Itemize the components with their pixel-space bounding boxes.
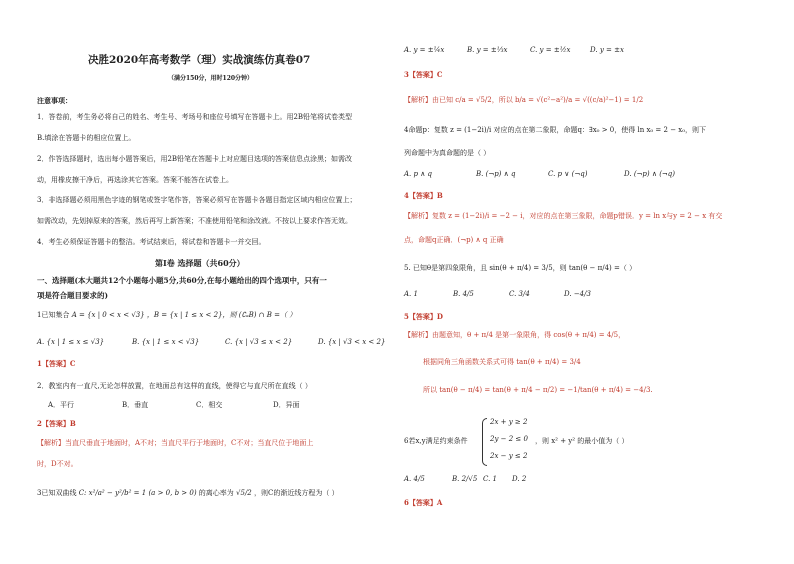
part-title: 第Ⅰ卷 选择题（共60分） xyxy=(155,258,245,268)
q2-option-b[interactable]: B．垂直 xyxy=(122,401,149,409)
q6-stem-cont: ，则 x² + y² 的最小值为（ ） xyxy=(535,437,629,445)
q6-constraint: 2x − y ≤ 2 xyxy=(490,452,528,460)
q5-option-a[interactable]: A. 1 xyxy=(404,290,418,298)
notice-line: 1．答卷前，考生务必将自己的姓名、考生号、考场号和座位号填写在答题卡上。用2B铅笔将试卷类型 xyxy=(37,113,353,121)
q1-option-a[interactable]: A. {x | 1 ≤ x ≤ √3} xyxy=(37,338,105,346)
q4-option-a[interactable]: A. p ∧ q xyxy=(404,170,433,178)
q2-analysis-cont: 时，D不对。 xyxy=(37,460,78,468)
q3-analysis: 【解析】由已知 c/a = √5/2，所以 b/a = √(c²−a²)/a = √((c/a)²−1) = 1/2 xyxy=(404,96,644,104)
notice-line: 如需改动，先划掉原来的答案，然后再写上新答案；不准使用铅笔和涂改液。不按以上要求作答无效。 xyxy=(37,217,352,225)
notice-line: 4．考生必须保证答题卡的整洁。考试结束后，将试卷和答题卡一并交回。 xyxy=(37,238,266,246)
q3-stem-text: 3已知双曲线 xyxy=(37,489,77,497)
q4-answer: 4【答案】B xyxy=(404,191,443,200)
q2-option-a[interactable]: A．平行 xyxy=(48,401,75,409)
q5-option-b[interactable]: B. 4/5 xyxy=(453,290,474,298)
q1-stem xyxy=(37,312,296,319)
q6-option-c[interactable]: C. 1 xyxy=(483,475,498,483)
notice-heading: 注意事项： xyxy=(37,96,72,105)
notice-line: B.填涂在答题卡的相应位置上。 xyxy=(37,134,136,142)
q2-analysis: 【解析】当直尺垂直于地面时，A不对；当直尺平行于地面时，C不对；当直尺位于地面上 xyxy=(37,439,314,447)
q5-option-d[interactable]: D. −4/3 xyxy=(564,290,591,298)
notice-line: 3．非选择题必须用黑色字迹的钢笔或签字笔作答，答案必须写在答题卡各题目指定区域内相应位置上； xyxy=(37,196,357,204)
q4-option-c[interactable]: C. p ∨ (¬q) xyxy=(548,170,588,178)
q6-system-brace xyxy=(482,418,487,466)
q3-stem-text-2: 的离心率为 xyxy=(198,489,234,497)
q6-option-a[interactable]: A. 4/5 xyxy=(404,475,425,483)
q4-analysis-cont: 点，命题q正确．(¬p) ∧ q 正确 xyxy=(404,236,504,244)
q6-option-b[interactable]: B. 2/√5 xyxy=(452,475,478,483)
notice-line: 动，用橡皮擦干净后，再选涂其它答案。答案不能答在试卷上。 xyxy=(37,176,233,184)
page-subtitle: （满分150分，用时120分钟） xyxy=(168,75,254,82)
q6-answer: 6【答案】A xyxy=(404,498,443,507)
q1-answer: 1【答案】C xyxy=(37,359,76,368)
notice-line: 2．作答选择题时，选出每小题答案后，用2B铅笔在答题卡上对应题目选项的答案信息点涂黑；如需改 xyxy=(37,155,353,163)
q1-option-b[interactable]: B. {x | 1 ≤ x < √3} xyxy=(132,338,200,346)
q3-answer: 3【答案】C xyxy=(404,70,443,79)
q4-option-b[interactable]: B. (¬p) ∧ q xyxy=(476,170,516,178)
section-heading-cont: 项是符合题目要求的) xyxy=(37,291,109,300)
q4-stem-cont: 列命题中为真命题的是（ ） xyxy=(404,149,491,157)
q2-option-c[interactable]: C．相交 xyxy=(196,401,223,409)
q3-stem xyxy=(37,490,339,497)
q2-answer: 2【答案】B xyxy=(37,419,76,428)
q4-stem: 4命题p：复数 z = (1−2i)/i 对应的点在第二象限，命题q：∃x₀ > 0，使得 ln x₀ = 2 − x₀，则下 xyxy=(404,126,707,134)
q5-analysis-2: 根据同角三角函数关系式可得 tan(θ + π/4) = 3/4 xyxy=(423,358,581,366)
q5-stem: 5. 已知θ是第四象限角，且 sin(θ + π/4) = 3/5，则 tan(θ − π/4) =（ ） xyxy=(404,264,637,272)
q2-option-d[interactable]: D．异面 xyxy=(273,401,300,409)
q5-answer: 5【答案】D xyxy=(404,312,443,321)
q3-option-a[interactable]: A. y = ±¼x xyxy=(404,46,445,54)
q4-option-d[interactable]: D. (¬p) ∧ (¬q) xyxy=(624,170,676,178)
q3-stem-text-3: ，则C的渐近线方程为（ ） xyxy=(254,489,339,497)
q1-option-c[interactable]: C. {x | √3 ≤ x < 2} xyxy=(225,338,293,346)
q5-analysis: 【解析】由题意知，θ + π/4 是第一象限角，得 cos(θ + π/4) = 4/5， xyxy=(404,331,626,339)
q3-option-b[interactable]: B. y = ±⅓x xyxy=(467,46,508,54)
q1-set-b: ，B = {x | 1 ≤ x < 2}，则 (∁ₐB) ∩ B =（ ） xyxy=(146,311,297,319)
q6-stem: 6若x,y满足约束条件 xyxy=(404,437,468,445)
q6-constraint: 2y − 2 ≤ 0 xyxy=(490,435,528,443)
q2-stem: 2．教室内有一直尺,无论怎样放置，在地面总有这样的直线，使得它与直尺所在直线（ ） xyxy=(37,382,312,390)
section-heading: 一、选择题(本大题共12个小题每小题5分,共60分,在每小题给出的四个选项中，只有一 xyxy=(37,276,327,285)
q3-option-d[interactable]: D. y = ±x xyxy=(590,46,624,54)
q5-analysis-3: 所以 tan(θ − π/4) = tan(θ + π/4 − π/2) = −1/tan(θ + π/4) = −4/3. xyxy=(423,386,653,394)
q6-constraint: 2x + y ≥ 2 xyxy=(490,418,528,426)
page-title: 决胜2020年高考数学（理）实战演练仿真卷07 xyxy=(88,54,311,66)
q1-set-a: A = {x | 0 < x < √3} xyxy=(71,311,145,319)
q5-option-c[interactable]: C. 3/4 xyxy=(509,290,530,298)
q3-eccentricity: √5/2 xyxy=(236,489,252,497)
q1-stem-text: 1已知集合 xyxy=(37,311,70,319)
q3-option-c[interactable]: C. y = ±½x xyxy=(530,46,571,54)
q4-analysis: 【解析】复数 z = (1−2i)/i = −2 − i，对应的点在第三象限，命题p错误．y = ln x与y = 2 − x 有交 xyxy=(404,212,723,220)
q6-option-d[interactable]: D. 2 xyxy=(512,475,527,483)
q3-hyperbola: C: x²/a² − y²/b² = 1 (a > 0, b > 0) xyxy=(78,489,197,497)
q1-option-d[interactable]: D. {x | √3 < x < 2} xyxy=(318,338,386,346)
